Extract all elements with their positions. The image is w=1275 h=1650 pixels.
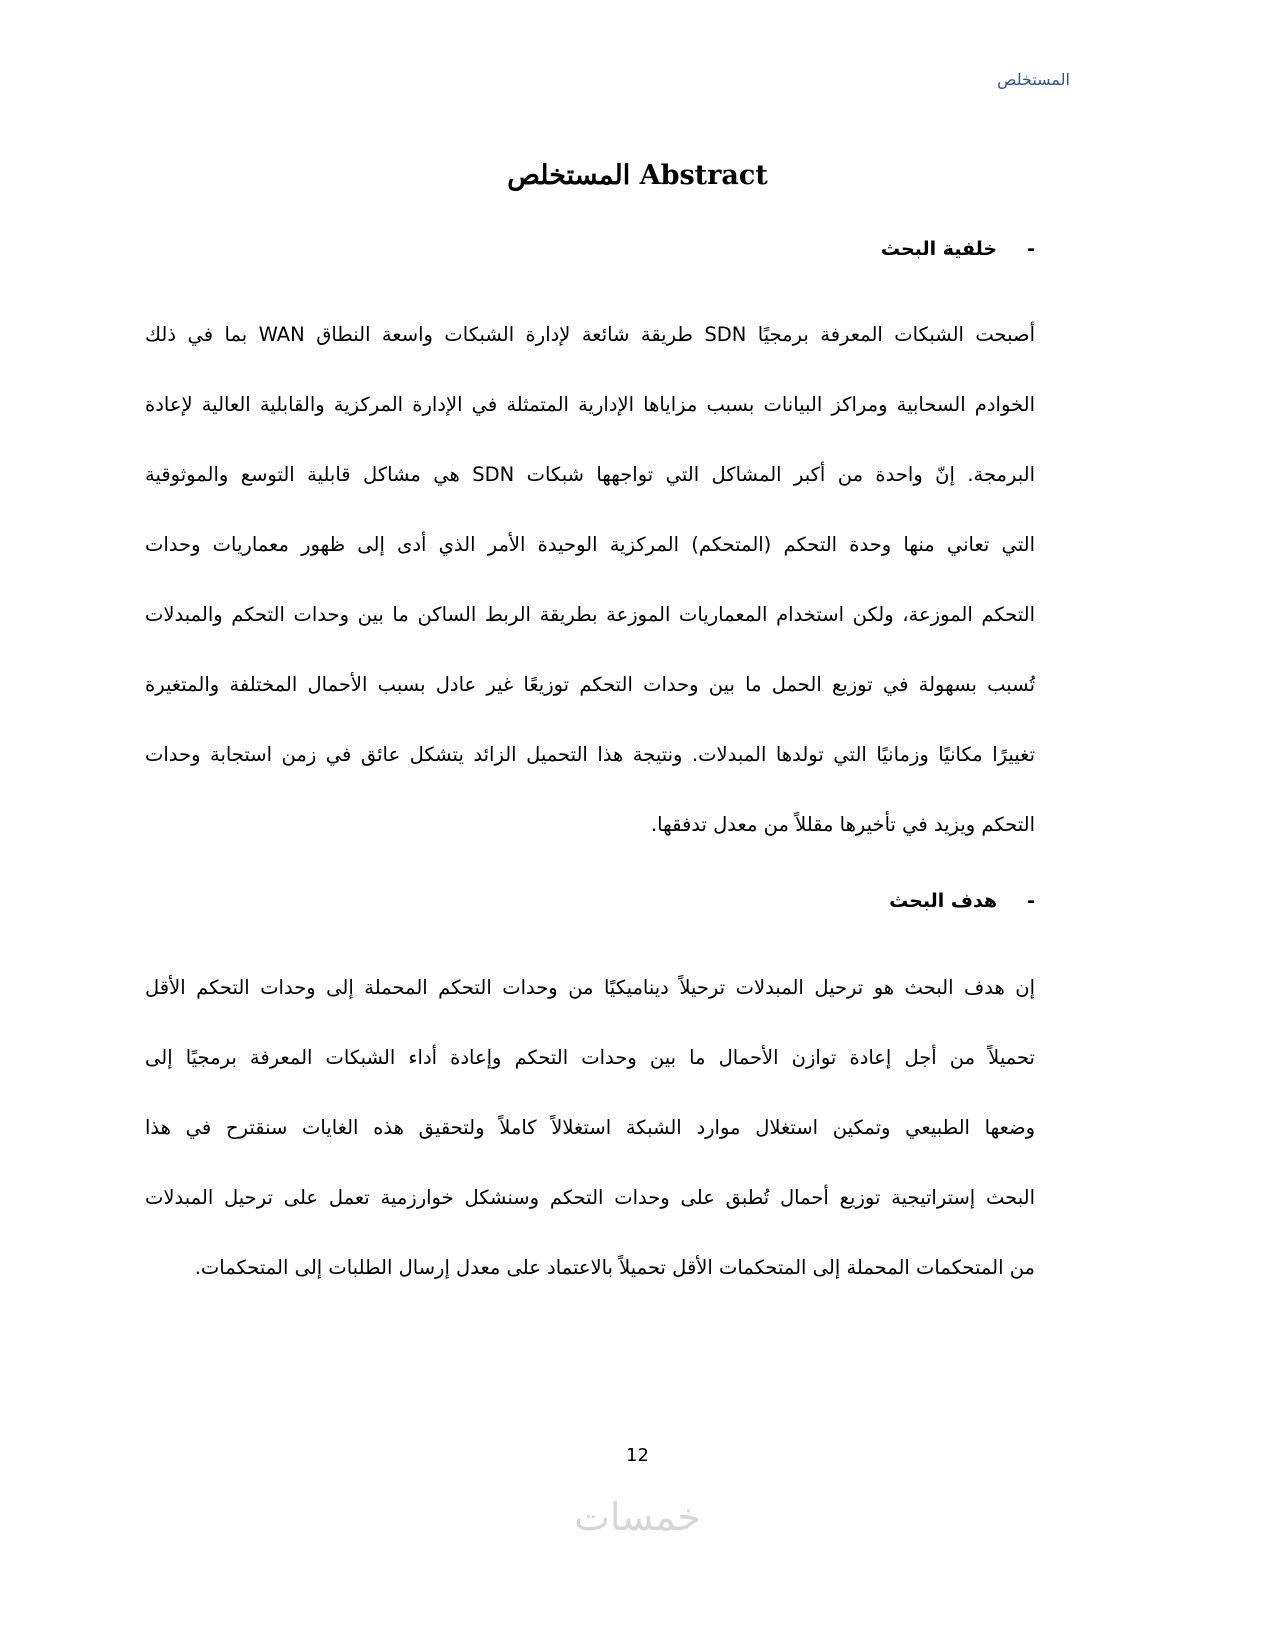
text-line: البرمجة. إنّ واحدة من أكبر المشاكل التي تواجهها شبكات SDN هي مشاكل قابلية التوسع والموثوقية	[145, 463, 1036, 486]
heading-text: هدف البحث	[889, 890, 998, 912]
paragraph-objective	[145, 968, 1035, 1318]
heading-text: خلفية البحث	[880, 238, 998, 260]
page-title: المستخلص Abstract	[507, 160, 768, 191]
section-heading-objective: -هدف البحث	[889, 890, 1035, 912]
running-header: المستخلص	[997, 70, 1070, 89]
section-heading-background: -خلفية البحث	[880, 238, 1035, 260]
text-line: من المتحكمات المحملة إلى المتحكمات الأقل تحميلاً بالاعتماد على معدل إرسال الطلبات إلى المتحكمات.	[194, 1256, 1035, 1279]
text-line: إن هدف البحث هو ترحيل المبدلات ترحيلاً ديناميكيًا من وحدات التحكم المحملة إلى وحدات التحكم الأقل	[145, 976, 1035, 999]
text-line: تحميلاً من أجل إعادة توازن الأحمال ما بين وحدات التحكم وإعادة أداء الشبكات المعرفة برمجيًا إلى	[145, 1046, 1035, 1069]
text-line: الخوادم السحابية ومراكز البيانات بسبب مزاياها الإدارية المتمثلة في الإدارة المركزية والقابلية العالية لإعادة	[145, 393, 1035, 416]
text-line: تُسبب بسهولة في توزيع الحمل ما بين وحدات التحكم توزيعًا غير عادل بسبب الأحمال المختلفة والمتغيرة	[145, 673, 1035, 696]
watermark-logo: خمسات	[574, 1495, 701, 1539]
text-line: أصبحت الشبكات المعرفة برمجيًا SDN طريقة شائعة لإدارة الشبكات واسعة النطاق WAN بما في ذلك	[145, 323, 1035, 346]
text-line: وضعها الطبيعي وتمكين استغلال موارد الشبكة استغلالاً كاملاً ولتحقيق هذه الغايات سنقترح في هذا	[145, 1116, 1035, 1139]
text-line: البحث إستراتيجية توزيع أحمال تُطبق على وحدات التحكم وسنشكل خوارزمية تعمل على ترحيل المبدلات	[145, 1186, 1035, 1209]
text-line: التحكم ويزيد في تأخيرها مقللاً من معدل تدفقها.	[650, 813, 1035, 836]
paragraph-background	[145, 315, 1035, 875]
text-line: التي تعاني منها وحدة التحكم (المتحكم) المركزية الوحيدة الأمر الذي أدى إلى ظهور معماريات وحدات	[145, 533, 1035, 556]
text-line: تغييرًا مكانيًا وزمانيًا التي تولدها المبدلات. ونتيجة هذا التحميل الزائد يتشكل عائق في زمن استجابة وحدات	[145, 743, 1035, 766]
text-line: التحكم الموزعة، ولكن استخدام المعماريات الموزعة بطريقة الربط الساكن ما بين وحدات التحكم والمبدلات	[145, 603, 1035, 626]
page-number: 12	[626, 1445, 649, 1466]
